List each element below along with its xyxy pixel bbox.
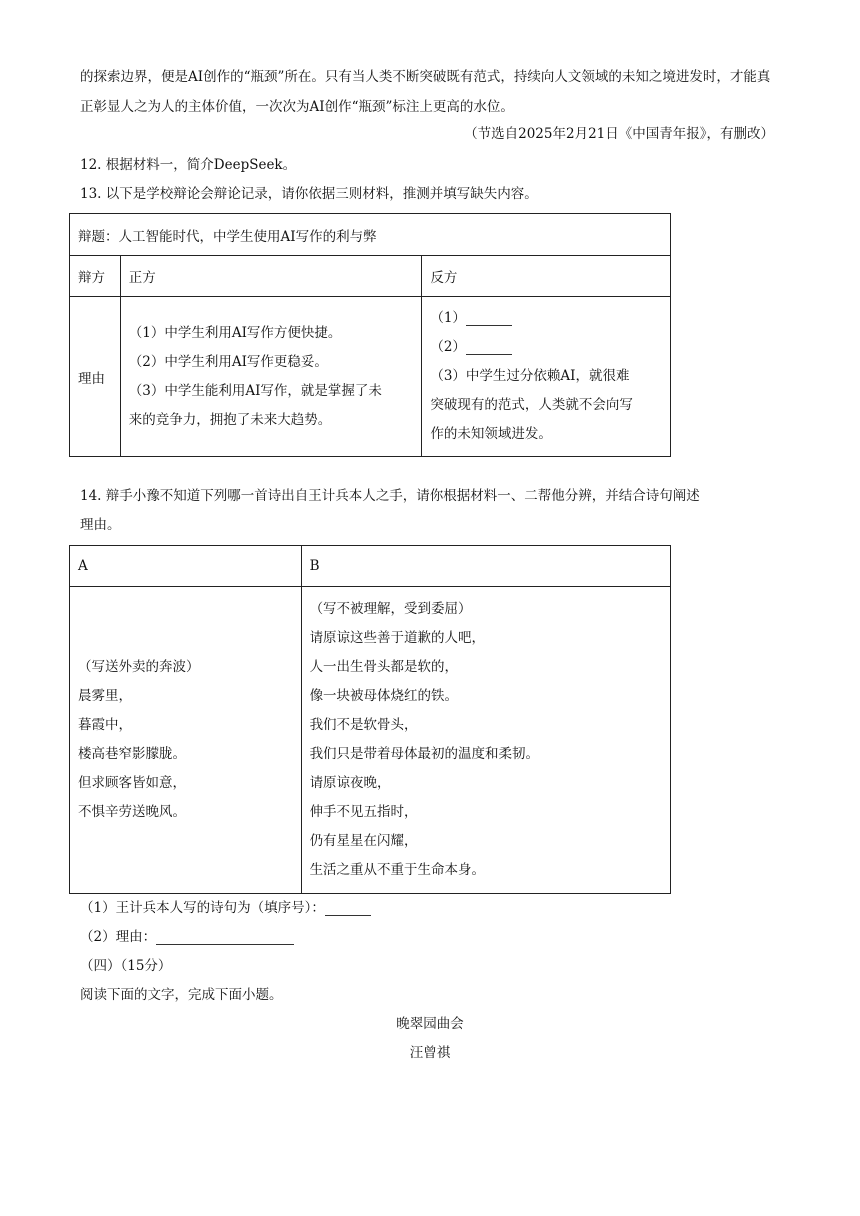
poem-b-line: 请原谅夜晚， [309, 775, 391, 791]
poem-b-line: 伸手不见五指时， [309, 804, 418, 820]
pro-reason: （3）中学生能利用AI写作，就是掌握了未 [128, 382, 382, 399]
reason-header: 理由 [70, 297, 121, 457]
con-header: 反方 [422, 256, 671, 297]
poem-b-line: 像一块被母体烧红的铁。 [309, 688, 459, 704]
debate-topic: 辩题：人工智能时代，中学生使用AI写作的利与弊 [70, 214, 671, 256]
poem-b-cell [301, 587, 670, 894]
question-13-prompt: 13. 以下是学校辩论会辩论记录，请你依据三则材料，推测并填写缺失内容。 [80, 186, 538, 202]
poem-a-line: 晨雾里， [78, 688, 132, 704]
poem-b-line: 我们只是带着母体最初的温度和柔韧。 [309, 746, 540, 762]
poem-a-line: 楼高巷窄影朦胧。 [78, 746, 186, 762]
poem-a-cell [70, 587, 302, 894]
poem-b-line: 仍有星星在闪耀， [309, 833, 418, 849]
poem-a-header: A [70, 546, 302, 587]
pro-reason: （2）中学生利用AI写作更稳妥。 [128, 353, 328, 370]
question-14-sub2 [80, 927, 294, 947]
sub1-answer-blank[interactable] [325, 901, 371, 916]
con-reason-1-label: （1） [430, 310, 466, 326]
passage-ending-paragraph: 的探索边界，便是AI创作的“瓶颈”所在。只有当人类不断突破既有范式，持续向人文领域的未知之境进发时，才能真正彰显人之为人的主体价值，一次次为AI创作“瓶颈”标注上更高的水位。 [80, 69, 771, 115]
poem-a-line: 但求顾客皆如意， [78, 775, 186, 791]
con-reason-3: 突破现有的范式，人类就不会向写 [430, 397, 633, 413]
con-reason-2-blank[interactable] [466, 340, 512, 355]
debate-record-table [69, 213, 671, 457]
poem-b-line: （写不被理解，受到委屈） [309, 601, 472, 617]
poem-b-line: 我们不是软骨头， [309, 717, 418, 733]
con-reason-1-blank[interactable] [466, 311, 512, 326]
pro-reasons-cell [120, 297, 422, 457]
section-instruction: 阅读下面的文字，完成下面小题。 [80, 987, 283, 1003]
con-reasons-cell [422, 297, 671, 457]
pro-header: 正方 [120, 256, 422, 297]
con-reason-2-label: （2） [430, 339, 466, 355]
section-heading: （四）（15分） [80, 958, 172, 974]
poem-b-line: 请原谅这些善于道歉的人吧， [309, 630, 486, 646]
question-14-sub1 [80, 898, 371, 918]
side-header: 辩方 [70, 256, 121, 297]
pro-reason: 来的竞争力，拥抱了未来大趋势。 [128, 411, 332, 428]
sub2-answer-blank[interactable] [156, 930, 294, 945]
article-author: 汪曾祺 [409, 1045, 451, 1061]
question-14-prompt-continued: 理由。 [80, 517, 121, 533]
poem-comparison-table [69, 545, 671, 894]
poem-b-header: B [301, 546, 670, 587]
question-14-prompt: 14. 辩手小豫不知道下列哪一首诗出自王计兵本人之手，请你根据材料一、二帮他分辨，并结合诗句阐述 [80, 488, 700, 504]
poem-a-line: （写送外卖的奔波） [78, 659, 200, 675]
poem-b-line: 生活之重从不重于生命本身。 [309, 862, 486, 878]
poem-b-line: 人一出生骨头都是软的， [309, 659, 459, 675]
con-reason-3: （3）中学生过分依赖AI，就很难 [430, 368, 630, 384]
source-citation: （节选自2025年2月21日《中国青年报》，有删改） [464, 126, 774, 142]
sub2-label: （2）理由： [80, 929, 157, 945]
pro-reason: （1）中学生利用AI写作方便快捷。 [128, 324, 342, 341]
question-12: 12. 根据材料一，简介DeepSeek。 [80, 157, 297, 173]
con-reason-3: 作的未知领域进发。 [430, 426, 552, 442]
article-title: 晚翠园曲会 [396, 1016, 464, 1032]
poem-a-line: 不惧辛劳送晚风。 [78, 804, 186, 820]
sub1-label: （1）王计兵本人写的诗句为（填序号）： [80, 900, 325, 916]
poem-a-line: 暮霞中， [78, 717, 132, 733]
